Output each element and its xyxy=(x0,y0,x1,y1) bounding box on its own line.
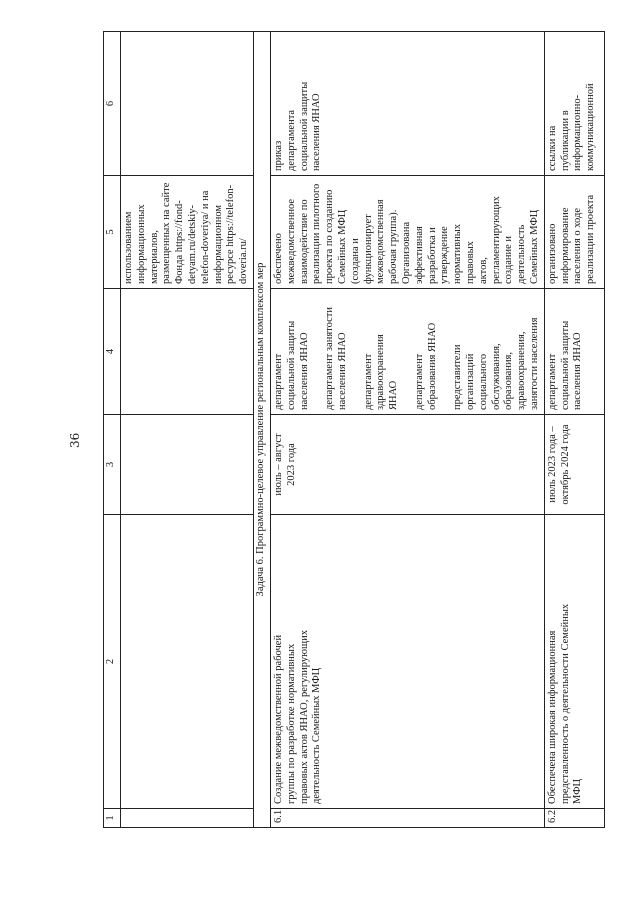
cell-period: июль – август 2023 года xyxy=(270,415,544,515)
cell-num: 6.1. xyxy=(270,809,544,828)
header-cell: 2 xyxy=(104,515,121,809)
cell-doc xyxy=(121,32,254,176)
cell-result: организовано информирование населения о ходе реализации проекта xyxy=(544,176,604,289)
cell-result: обеспечено межведомственное взаимодействие по реализации пилотного проекта по созданию Семейных МФЦ (создана и функционирует межведомственная рабочая группа). Организована эффективная разработка и утверждение нормативных правовых актов, регламентирующих создание и деятельность Семейных МФЦ xyxy=(270,176,544,289)
header-cell: 3 xyxy=(104,415,121,515)
measures-table xyxy=(103,31,605,828)
cell-doc: приказ департамента социальной защиты населения ЯНАО xyxy=(270,32,544,176)
section-row xyxy=(253,32,270,828)
section-title: Задача 6. Программно-целевое управление региональным комплексом мер xyxy=(253,32,270,828)
cell-period xyxy=(121,415,254,515)
cell-name xyxy=(121,515,254,809)
cell-name: Обеспечена широкая информационная представленность о деятельности Семейных МФЦ xyxy=(544,515,604,809)
header-cell: 6 xyxy=(104,32,121,176)
cell-doc: ссылки на публикации в информационно- коммуникационной xyxy=(544,32,604,176)
cell-executor: департамент социальной защиты населения ЯНАО xyxy=(544,289,604,415)
cell-name: Создание межведомственной рабочей группы по разработке нормативных правовых актов ЯНАО, регулирующих деятельность Семейных МФЦ xyxy=(270,515,544,809)
header-row xyxy=(104,32,121,828)
table-row xyxy=(544,32,604,828)
landscape-sheet xyxy=(103,32,597,828)
cell-num: 6.2. xyxy=(544,809,604,828)
header-cell: 5 xyxy=(104,176,121,289)
cell-executor xyxy=(121,289,254,415)
cell-executor: департамент социальной защиты населения ЯНАО департамент занятости населения ЯНАО департамент здравоохранения ЯНАО департамент образования ЯНАО представители организаций социального обслуживания, образования, здравоохранения, занятости населения xyxy=(270,289,544,415)
header-cell: 4 xyxy=(104,289,121,415)
page-number: 36 xyxy=(68,432,82,448)
cell-num xyxy=(121,809,254,828)
header-cell: 1 xyxy=(104,809,121,828)
cell-result: использованием информационных материалов, размещенных на сайте Фонда https://fond- detyam.ru/detskiy- telefon-doveriya/ и на информационном ресурсе https://telefon- doveria.ru/ xyxy=(121,176,254,289)
cell-period: июль 2023 года – октябрь 2024 года xyxy=(544,415,604,515)
table-row-continuation xyxy=(121,32,254,828)
table-row xyxy=(270,32,544,828)
